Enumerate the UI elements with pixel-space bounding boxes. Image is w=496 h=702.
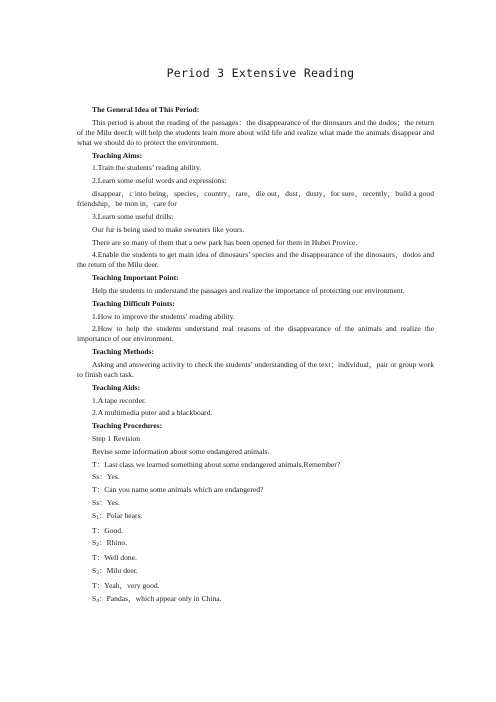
dialogue-line bbox=[77, 511, 434, 523]
speaker-number: 4 bbox=[96, 597, 99, 604]
colon: ： bbox=[96, 459, 105, 469]
dialogue-line bbox=[77, 538, 434, 550]
speaker-label: T bbox=[92, 459, 97, 469]
general-idea-heading: The General Idea of This Period: bbox=[92, 105, 200, 114]
aid-1: 1.A tape recorder. bbox=[92, 395, 146, 405]
dialogue-text: Can you name some animals which are endangered? bbox=[104, 485, 264, 495]
dialogue-text: Good. bbox=[104, 525, 124, 535]
dialogue-line bbox=[77, 594, 434, 606]
dialogue-text: Well done. bbox=[104, 553, 137, 563]
general-idea-text: This period is about the reading of the passages：the disappearance of the dinosaurs and the dodos；the return of the Milu deer.It will help the students learn more about wild life and realize what made the animals disappear and what we should do to protect the environment. bbox=[77, 117, 434, 147]
speaker-label: S bbox=[92, 565, 97, 575]
colon: ： bbox=[99, 472, 107, 482]
speaker-label: T bbox=[92, 553, 97, 563]
dialogue-text: Pandas，which appear only in China. bbox=[106, 593, 222, 603]
dialogue-text: Rhino. bbox=[106, 538, 128, 548]
speaker-label: T bbox=[92, 525, 97, 535]
important-point-text: Help the students to understand the passages and realize the importance of protecting our environment. bbox=[92, 285, 405, 295]
colon: ： bbox=[96, 553, 105, 563]
teaching-aids-heading: Teaching Aids: bbox=[92, 382, 141, 392]
difficult-points-heading: Teaching Difficult Points: bbox=[92, 298, 175, 308]
aid-2: 2.A multimedia puter and a blackboard. bbox=[92, 408, 213, 418]
dialogue-line bbox=[77, 485, 434, 495]
dialogue-line bbox=[77, 566, 434, 578]
teaching-methods-heading: Teaching Methods: bbox=[92, 347, 154, 357]
dialogue-line bbox=[77, 581, 434, 591]
aim-4: 4.Enable the students to get main idea of dinosaurs’ species and the disappearance of the dinosaurs，dodos and the return of the Milu deer. bbox=[77, 250, 434, 270]
aim-2: 2.Learn some useful words and expressions: bbox=[92, 176, 227, 186]
page-title: Period 3 Extensive Reading bbox=[166, 66, 355, 80]
colon: ： bbox=[96, 485, 105, 495]
dialogue-line bbox=[77, 460, 434, 470]
dialogue-line bbox=[77, 553, 434, 563]
dialogue-list bbox=[77, 460, 434, 606]
aim-2-words: disappear，c into being，species，country，rare，die out，dust，dusty，for sure，recently，build a good friendship，be mon in，care for bbox=[77, 189, 434, 209]
important-point-heading: Teaching Important Point: bbox=[92, 273, 179, 283]
dialogue-line bbox=[77, 498, 434, 508]
dialogue-text: Yeah，very good. bbox=[104, 580, 160, 590]
colon: ： bbox=[96, 580, 105, 590]
colon: ： bbox=[98, 510, 107, 520]
dialogue-line bbox=[77, 472, 434, 482]
aim-3: 3.Learn some useful drills: bbox=[92, 211, 174, 221]
drill-2: There are so many of them that a new park has been opened for them in Hubei Provice. bbox=[92, 237, 358, 247]
teaching-aims-heading: Teaching Aims: bbox=[92, 150, 143, 160]
teaching-procedures-heading: Teaching Procedures: bbox=[92, 421, 163, 431]
speaker-number: 2 bbox=[96, 542, 99, 549]
aim-1: 1.Train the students’ reading ability. bbox=[92, 163, 202, 173]
dialogue-text: Yes. bbox=[106, 472, 120, 482]
speaker-label: T bbox=[92, 580, 97, 590]
speaker-label: Ss bbox=[92, 498, 100, 507]
colon: ： bbox=[98, 593, 107, 603]
dialogue-text: Polar bears. bbox=[106, 510, 143, 520]
speaker-number: 3 bbox=[96, 569, 99, 576]
colon: ： bbox=[96, 525, 105, 535]
speaker-label: S bbox=[92, 510, 97, 520]
speaker-label: T bbox=[92, 485, 97, 495]
step-1-label: Step 1 Revision bbox=[92, 434, 141, 444]
dialogue-line bbox=[77, 526, 434, 536]
difficult-point-1: 1.How to improve the students’ reading ability. bbox=[92, 311, 235, 321]
colon: ： bbox=[99, 498, 107, 507]
speaker-label: S bbox=[92, 593, 97, 603]
speaker-label: Ss bbox=[92, 472, 100, 482]
drill-1: Our fur is being used to make sweaters like yours. bbox=[92, 224, 245, 234]
speaker-number: 1 bbox=[96, 514, 99, 521]
dialogue-text: Last class we learned something about some endangered animals.Remember? bbox=[104, 459, 341, 469]
teaching-methods-text: Asking and answering activity to check the students’ understanding of the text；individual，pair or group work to finish each task. bbox=[77, 359, 434, 380]
revise-text: Revise some information about some endangered animals. bbox=[92, 446, 270, 456]
difficult-point-2: 2.How to help the students understand real reasons of the disappearance of the animals and realize the importance of our environment. bbox=[77, 324, 434, 344]
dialogue-text: Yes. bbox=[106, 498, 120, 507]
dialogue-text: Milu deer. bbox=[106, 565, 138, 575]
colon: ： bbox=[98, 565, 107, 575]
speaker-label: S bbox=[92, 538, 97, 548]
colon: ： bbox=[98, 538, 107, 548]
